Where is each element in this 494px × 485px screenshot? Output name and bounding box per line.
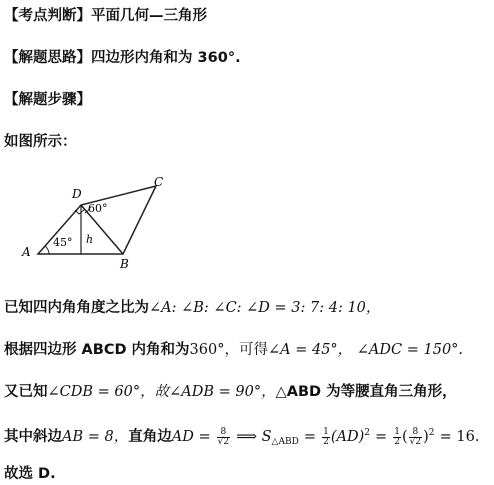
step-ratio-math: ∠A: ∠B: ∠C: ∠D = 3: 7: 4: 10， bbox=[149, 300, 381, 316]
implies-area-symbol: ⟹ S bbox=[236, 429, 272, 445]
step-right-triangle-math: ∠CDB = 60°，故∠ADB = 90°， bbox=[47, 384, 276, 400]
step-ratio-text: 已知四内角角度之比为 bbox=[4, 300, 149, 316]
label-D: D bbox=[72, 187, 82, 201]
fraction-denominator: √2 bbox=[217, 436, 230, 447]
fraction-numerator-2: 8 bbox=[409, 428, 422, 438]
half-denominator-2: 2 bbox=[394, 436, 400, 447]
half-numerator: 1 bbox=[323, 426, 329, 437]
header-topic bbox=[4, 6, 207, 26]
step-area-math-ab: AB = 8， bbox=[62, 429, 129, 445]
step-area-calc bbox=[4, 423, 479, 452]
half-numerator-2: 1 bbox=[394, 426, 400, 437]
step-angle-sum-text: 根据四边形 ABCD 内角和为 bbox=[4, 342, 190, 358]
fraction-8-root2 bbox=[217, 428, 230, 447]
ad-term: (AD) bbox=[330, 429, 365, 445]
answer-text: 故选 D. bbox=[4, 466, 56, 482]
equals-sign-2: = bbox=[375, 429, 388, 445]
step-angle-sum bbox=[4, 340, 463, 360]
label-A: A bbox=[22, 245, 31, 259]
topic-text: 平面几何—三角形 bbox=[91, 8, 207, 24]
figure-intro bbox=[4, 132, 77, 152]
angle-a-arc bbox=[45, 246, 49, 254]
answer-line bbox=[4, 464, 56, 484]
header-approach bbox=[4, 48, 241, 68]
header-steps bbox=[4, 90, 91, 110]
square-exponent: 2 bbox=[364, 428, 370, 438]
label-B: B bbox=[120, 257, 129, 271]
step-area-text-b: 直角边 bbox=[128, 429, 172, 445]
paren-open: ( bbox=[401, 429, 408, 445]
quadrilateral-figure bbox=[18, 172, 198, 272]
fraction-half bbox=[322, 428, 330, 447]
step-area-text-a: 其中斜边 bbox=[4, 429, 62, 445]
step-ratio bbox=[4, 298, 380, 318]
paren-close: ) bbox=[423, 429, 429, 445]
step-angle-sum-math-b: ∠A = 45°， ∠ADC = 150°. bbox=[267, 342, 464, 358]
fraction-denominator-2: √2 bbox=[409, 436, 422, 447]
figure-intro-text: 如图所示： bbox=[4, 134, 77, 150]
angle-a-label: 45° bbox=[53, 236, 73, 249]
area-result: = 16. bbox=[439, 429, 480, 445]
step-right-triangle bbox=[4, 382, 457, 402]
step-angle-sum-math-a: 360°，可得 bbox=[189, 342, 268, 358]
topic-tag: 【考点判断】 bbox=[4, 8, 91, 24]
equals-sign: = bbox=[303, 429, 317, 445]
half-denominator: 2 bbox=[323, 436, 329, 447]
square-exponent-2: 2 bbox=[428, 428, 435, 438]
area-subscript: △ABD bbox=[271, 437, 299, 447]
step-right-triangle-text-a: 又已知 bbox=[4, 384, 48, 400]
fraction-numerator: 8 bbox=[217, 428, 230, 438]
height-label: h bbox=[86, 233, 94, 246]
label-C: C bbox=[154, 175, 164, 189]
angle-d-label: 60° bbox=[88, 202, 108, 215]
approach-text: 四边形内角和为 360°. bbox=[91, 50, 241, 66]
fraction-half-2 bbox=[393, 428, 401, 447]
fraction-8-root2-2 bbox=[409, 428, 422, 447]
approach-tag: 【解题思路】 bbox=[4, 50, 91, 66]
steps-tag: 【解题步骤】 bbox=[4, 92, 91, 108]
step-area-math-ad: AD = bbox=[171, 429, 211, 445]
step-right-triangle-text-b: △ABD 为等腰直角三角形， bbox=[275, 384, 457, 400]
